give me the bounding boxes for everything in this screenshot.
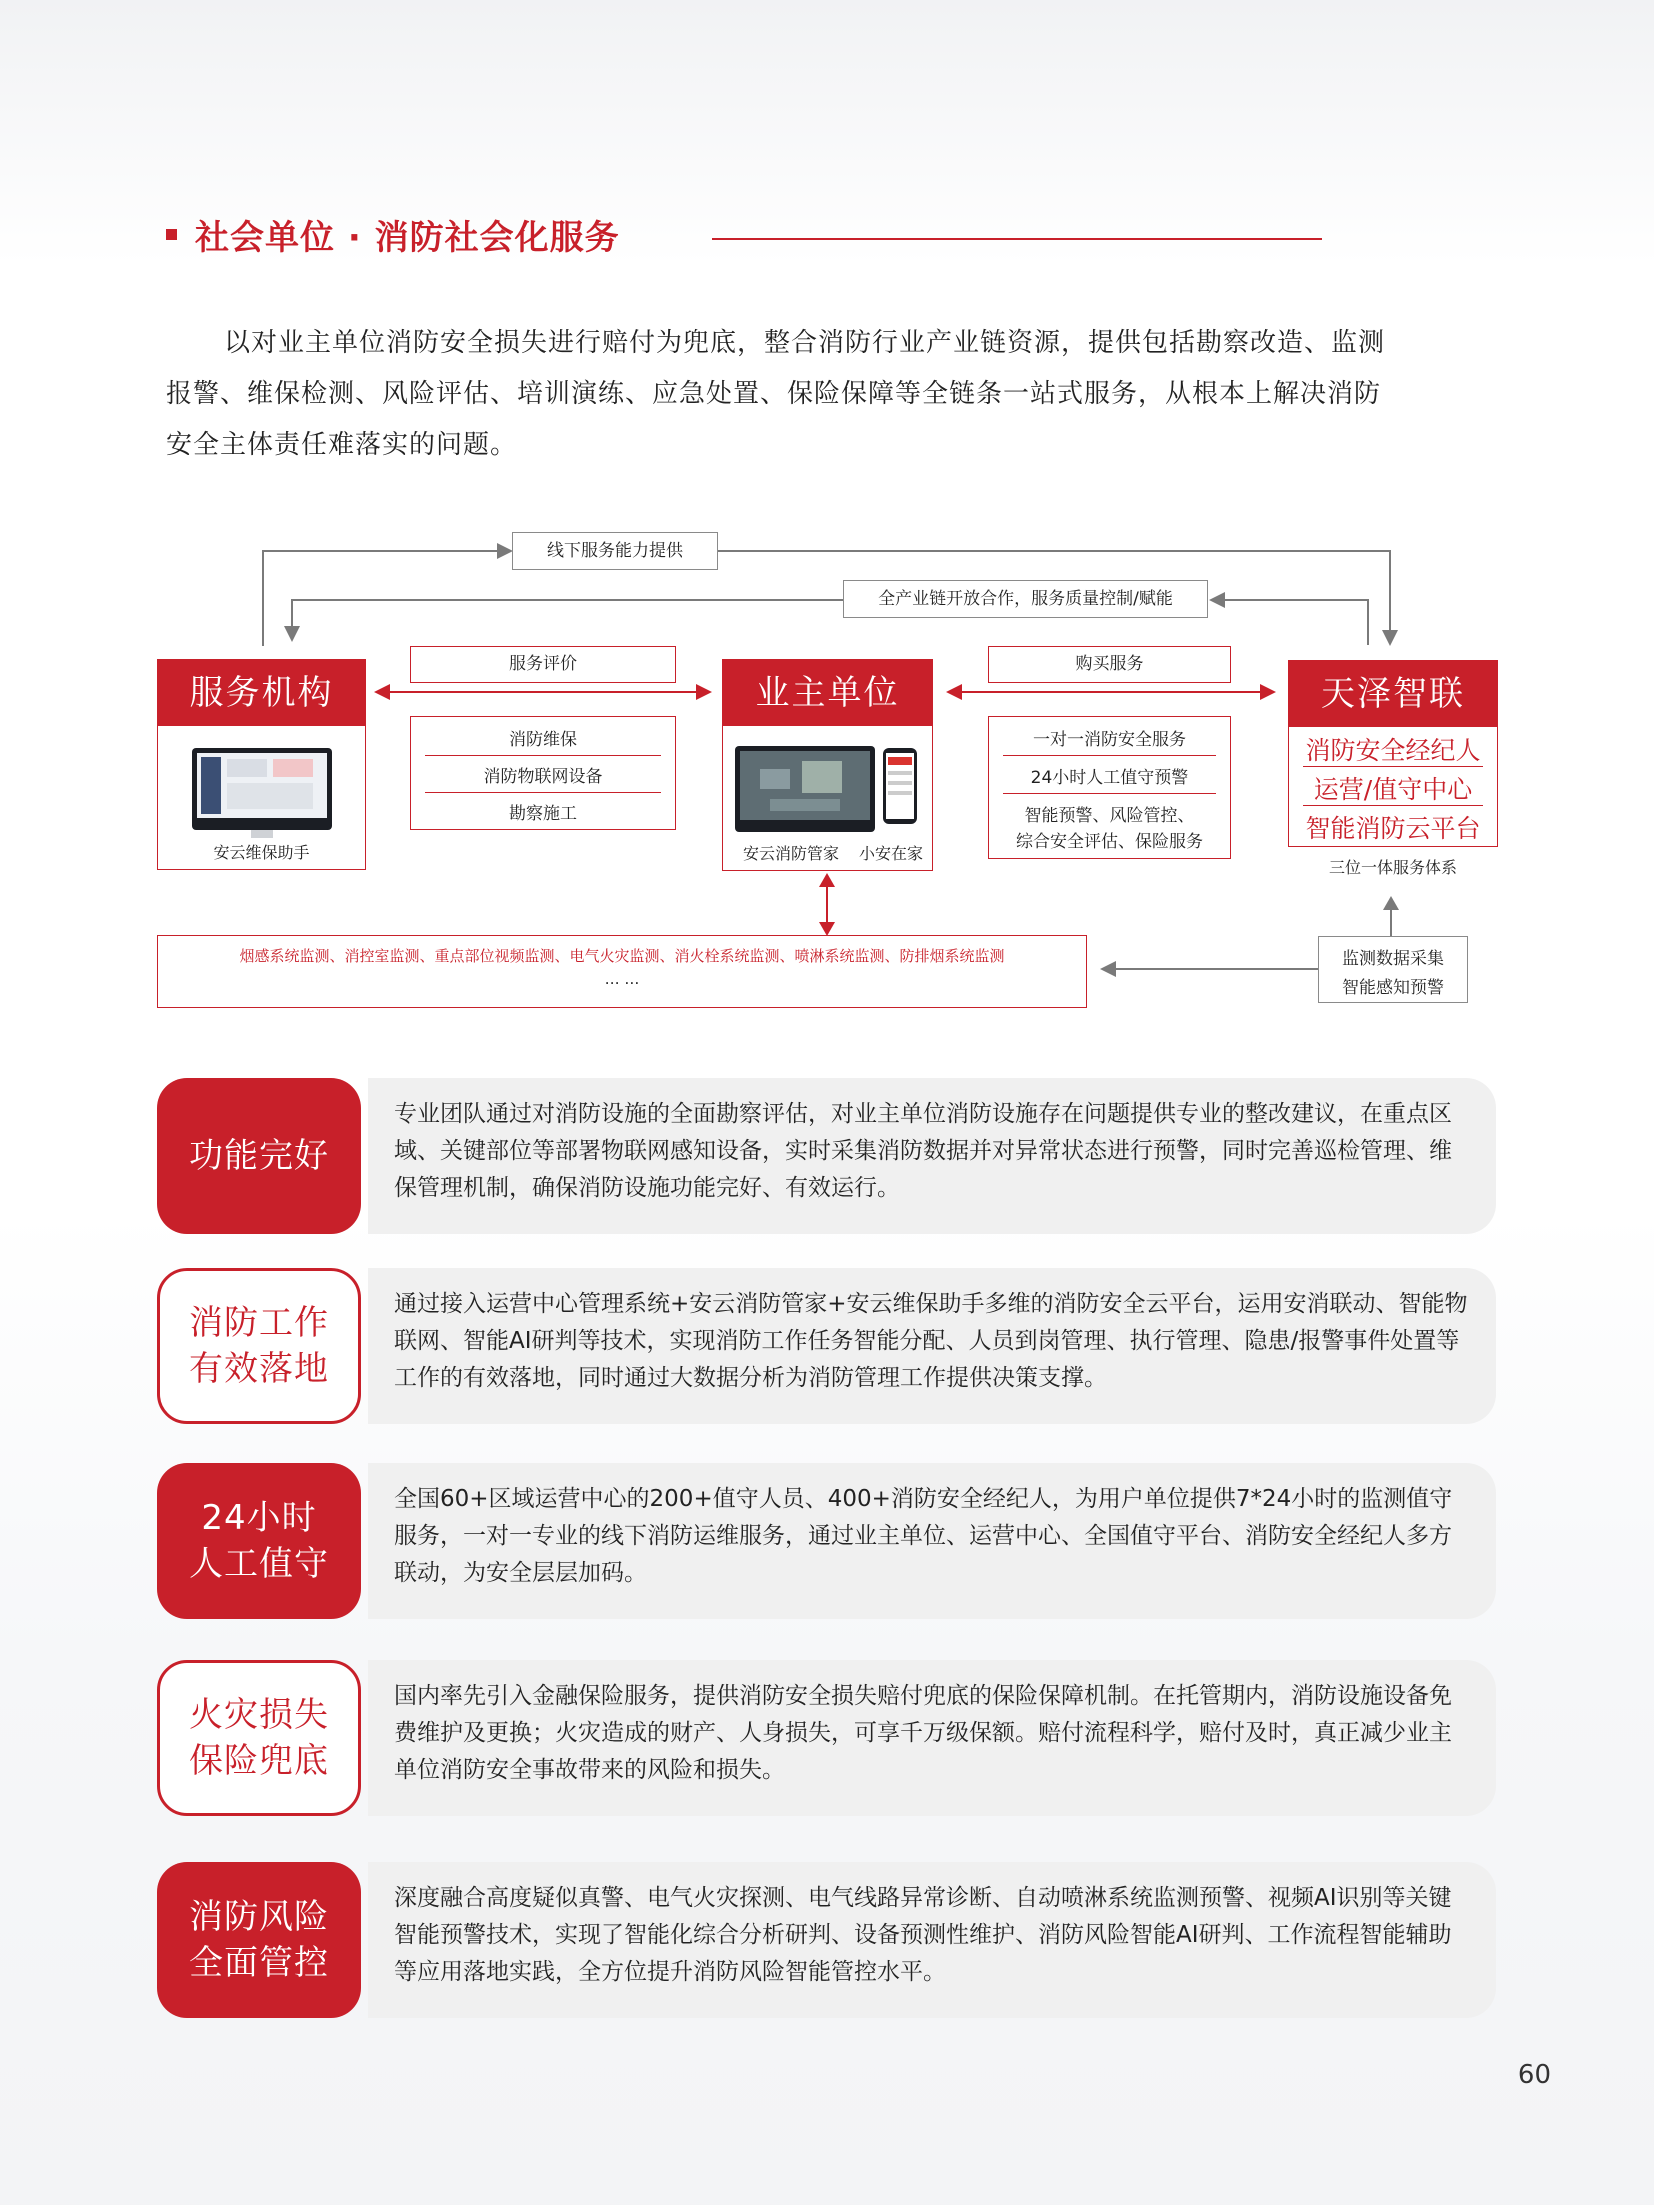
monitoring-more: … … [604, 970, 640, 988]
service-survey-construction: 勘察施工 [509, 804, 577, 824]
tianze-item-ops-center: 运营/值守中心 [1313, 775, 1473, 804]
flow-label-open-cooperation: 全产业链开放合作，服务质量控制/赋能 [843, 580, 1208, 618]
data-collection-label: 监测数据采集 [1342, 949, 1444, 969]
service-24h-watch: 24小时人工值守预警 [1030, 768, 1189, 788]
intro-paragraph: 以对业主单位消防安全损失进行赔付为兜底，整合消防行业产业链资源，提供包括勘察改造、监测报警、维保检测、风险评估、培训演练、应急处置、保险保障等全链条一站式服务，从根本上解决消防安全主体责任难落实的问题。 [166, 328, 1386, 460]
service-one-to-one: 一对一消防安全服务 [1033, 730, 1186, 750]
monitor-icon [735, 746, 875, 832]
feature-label: 消防工作 有效落地 [157, 1268, 361, 1424]
feature-text: 全国60+区域运营中心的200+值守人员、400+消防安全经纪人，为用户单位提供7*24小时的监测值守服务，一对一专业的线下消防运维服务，通过业主单位、运营中心、全国值守平台、消防安全经纪人多方联动，为安全层层加码。 [368, 1463, 1496, 1619]
smart-warning-label: 智能感知预警 [1342, 978, 1444, 998]
feature-text: 专业团队通过对消防设施的全面勘察评估，对业主单位消防设施存在问题提供专业的整改建议，在重点区域、关键部位等部署物联网感知设备，实时采集消防数据并对异常状态进行预警，同时完善巡检管理、维保管理机制，确保消防设施功能完好、有效运行。 [368, 1078, 1496, 1234]
flow-label-offline-capability: 线下服务能力提供 [512, 532, 718, 570]
feature-label: 消防风险 全面管控 [157, 1862, 361, 2018]
page-number: 60 [1517, 2060, 1551, 2090]
feature-label: 24小时 人工值守 [157, 1463, 361, 1619]
feature-text: 通过接入运营中心管理系统+安云消防管家+安云维保助手多维的消防安全云平台，运用安消联动、智能物联网、智能AI研判等技术，实现消防工作任务智能分配、人员到岗管理、执行管理、隐患/报警事件处置等工作的有效落地，同时通过大数据分析为消防管理工作提供决策支撑。 [368, 1268, 1496, 1424]
owner-unit-title: 业主单位 [723, 660, 932, 726]
owner-caption-steward: 安云消防管家 [743, 844, 840, 863]
monitoring-systems-box [157, 935, 1087, 1008]
arrow-left-center [388, 691, 698, 693]
right-services-box [988, 716, 1231, 859]
service-diagram [0, 0, 1654, 1020]
service-smart-warning: 智能预警、风险管控、 [1024, 806, 1195, 826]
service-agency-title: 服务机构 [158, 660, 365, 726]
tianze-title: 天泽智联 [1289, 661, 1497, 727]
flow-label-purchase-service: 购买服务 [988, 646, 1231, 683]
feature-label: 火灾损失 保险兜底 [157, 1660, 361, 1816]
feature-text: 深度融合高度疑似真警、电气火灾探测、电气线路异常诊断、自动喷淋系统监测预警、视频AI识别等关键智能预警技术，实现了智能化综合分析研判、设备预测性维护、消防风险智能AI研判、工作流程智能辅助等应用落地实践，全方位提升消防风险智能管控水平。 [368, 1862, 1496, 2018]
service-maintenance: 消防维保 [509, 730, 577, 750]
service-agency-caption: 安云维保助手 [213, 843, 310, 862]
section-title: 社会单位 · 消防社会化服务 [195, 218, 620, 258]
data-collection-box [1318, 936, 1468, 1003]
feature-text: 国内率先引入金融保险服务，提供消防安全损失赔付兜底的保险保障机制。在托管期内，消防设施设备免费维护及更换；火灾造成的财产、人身损失，可享千万级保额。赔付流程科学，赔付及时，真正减少业主单位消防安全事故带来的风险和损失。 [368, 1660, 1496, 1816]
flow-label-service-evaluation: 服务评价 [410, 646, 676, 683]
tianze-item-broker: 消防安全经纪人 [1305, 736, 1481, 765]
owner-unit-node [722, 659, 933, 871]
feature-label: 功能完好 [157, 1078, 361, 1234]
tianze-item-cloud-platform: 智能消防云平台 [1305, 814, 1481, 843]
service-agency-node [157, 659, 366, 870]
service-iot-devices: 消防物联网设备 [483, 767, 603, 787]
arrow-owner-monitoring [826, 884, 828, 924]
arrow-center-right [960, 691, 1262, 693]
tianze-node [1288, 660, 1498, 847]
phone-icon [883, 748, 917, 824]
owner-caption-home: 小安在家 [859, 844, 924, 863]
service-safety-evaluation: 综合安全评估、保险服务 [1016, 832, 1203, 852]
monitor-icon [192, 748, 332, 830]
monitoring-systems-list: 烟感系统监测、消控室监测、重点部位视频监测、电气火灾监测、消火栓系统监测、喷淋系统监测、防排烟系统监测 [239, 947, 1005, 965]
left-services-box [410, 716, 676, 830]
tianze-caption: 三位一体服务体系 [1328, 858, 1457, 877]
